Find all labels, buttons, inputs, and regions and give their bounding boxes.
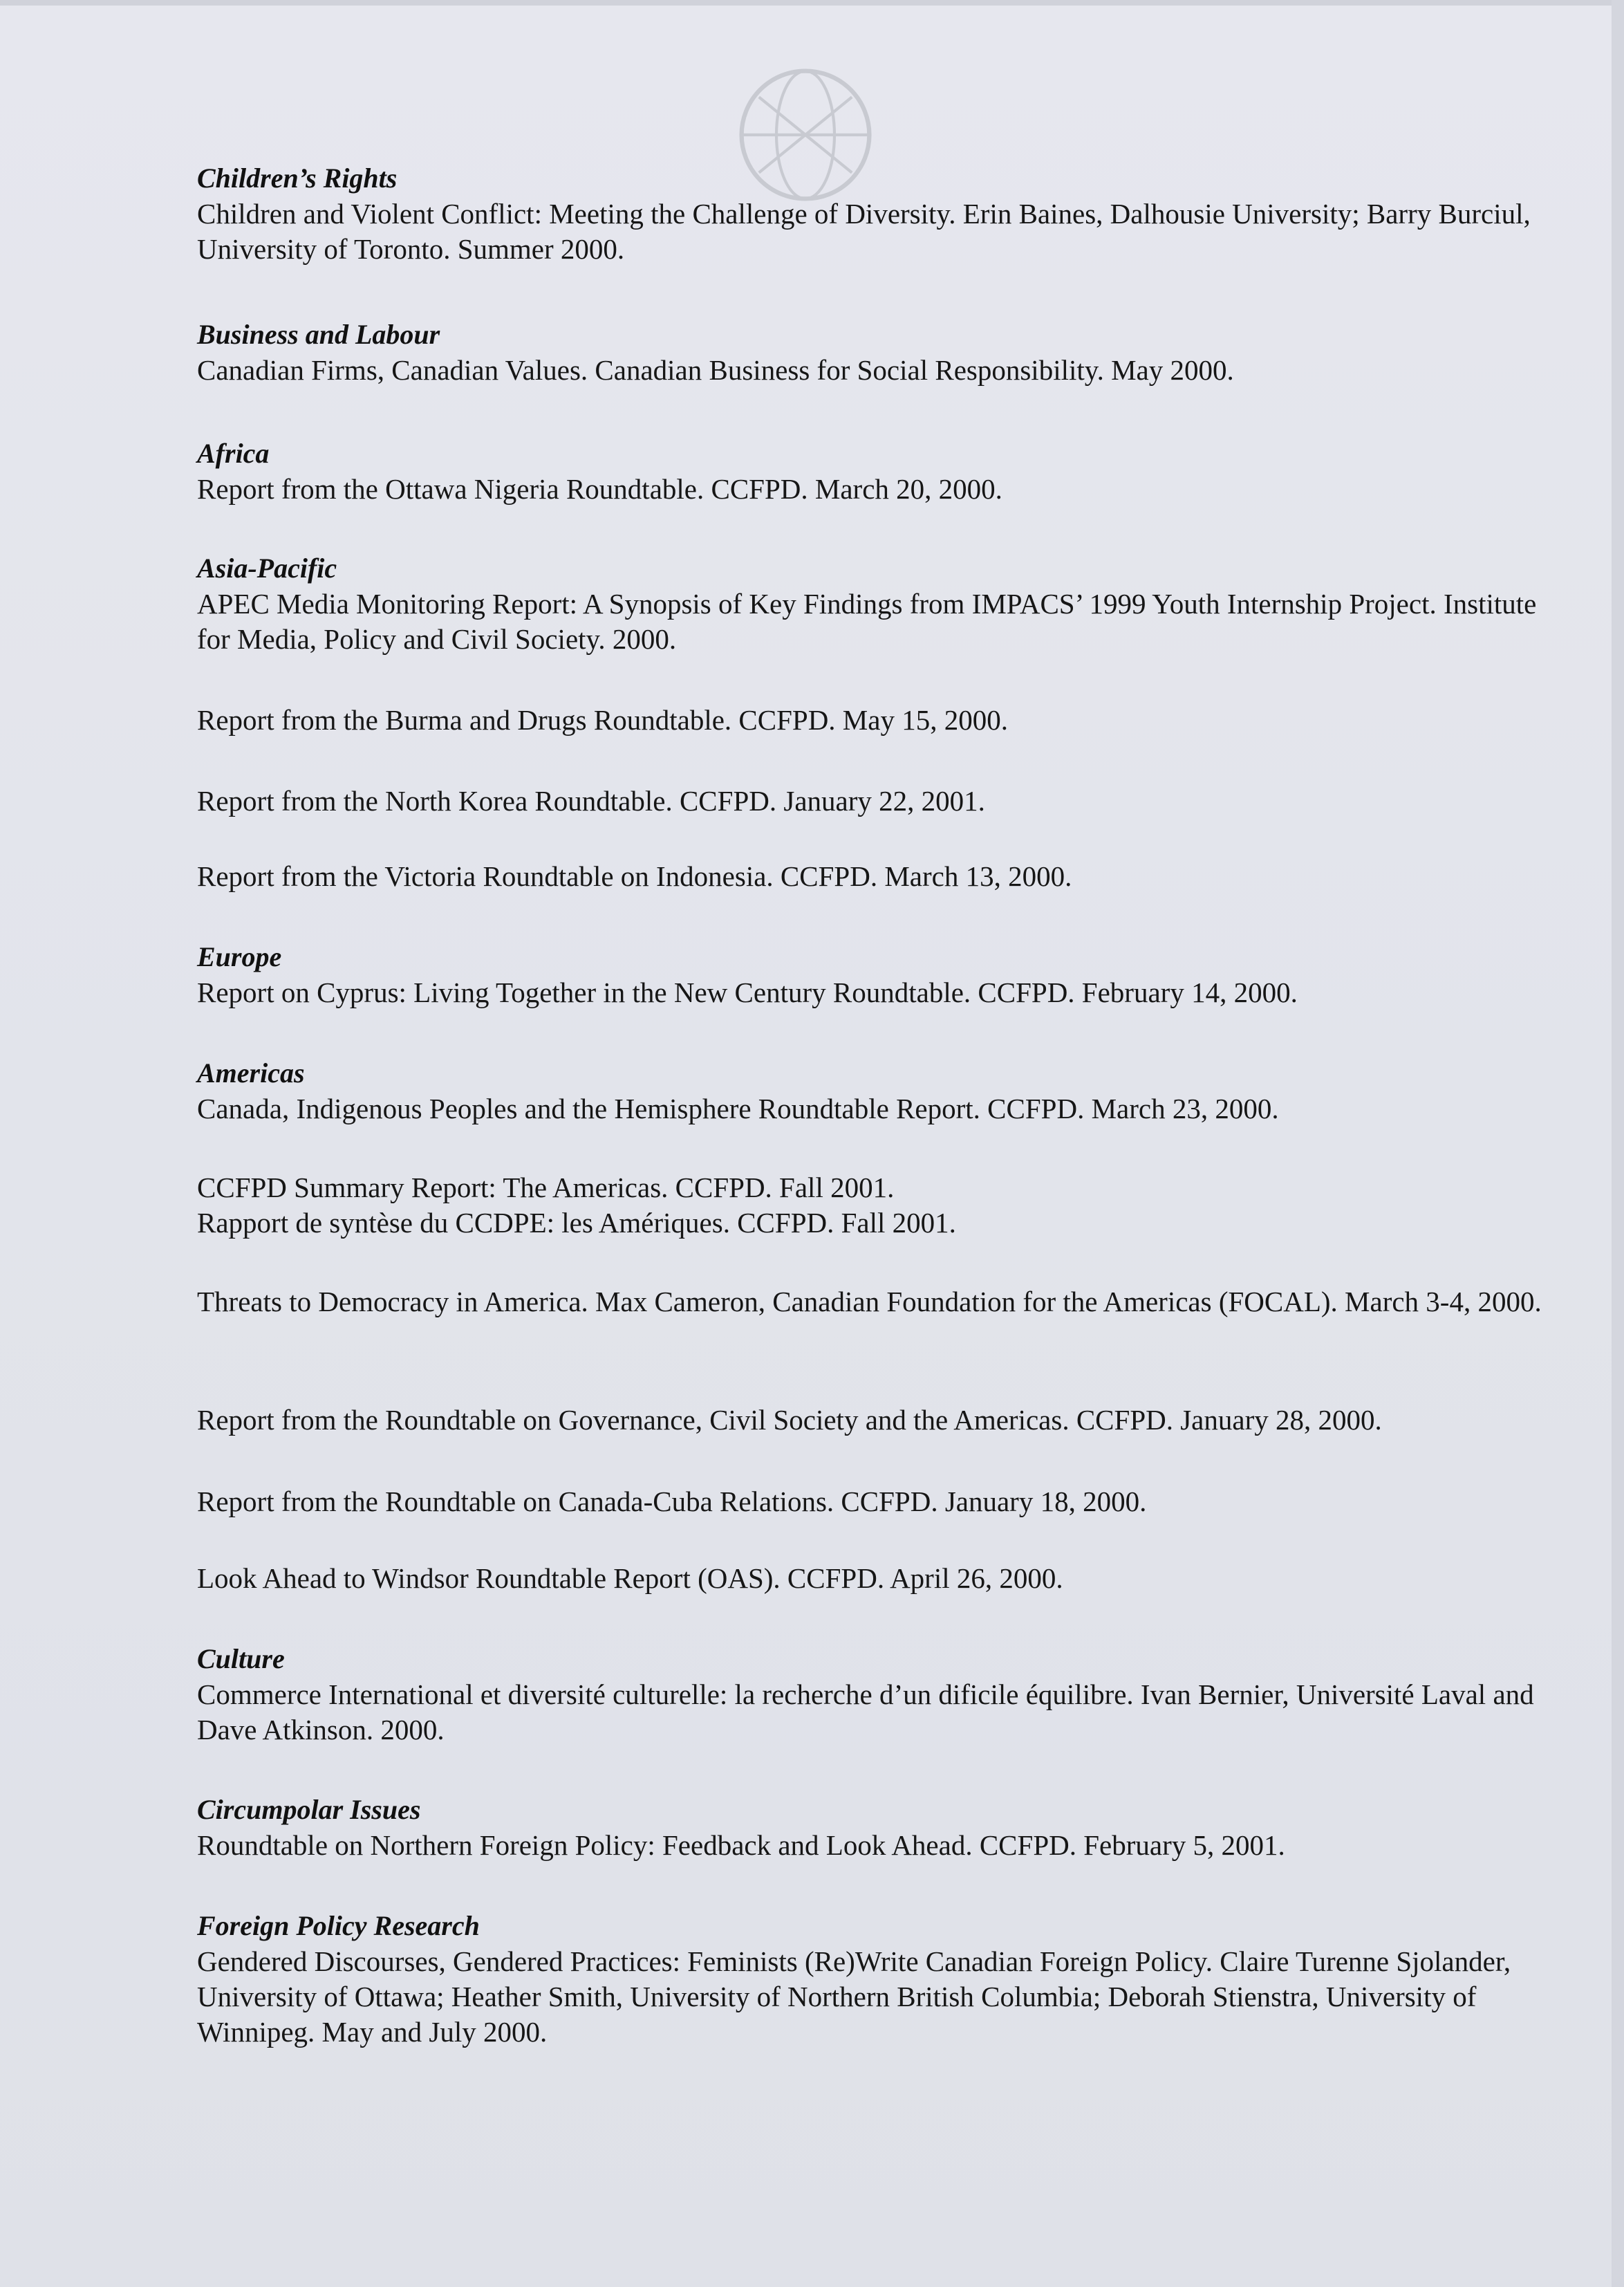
publication-entry: Canadian Firms, Canadian Values. Canadian Business for Social Responsibility. May 2000.: [197, 354, 1234, 386]
page-edge-top: [0, 0, 1624, 6]
publication-entry: CCFPD Summary Report: The Americas. CCFPD. Fall 2001.: [197, 1172, 895, 1203]
americas-entry-7: [197, 1561, 1552, 1596]
section-heading: Circumpolar Issues: [197, 1794, 421, 1825]
publication-entry: Report from the Victoria Roundtable on Indonesia. CCFPD. March 13, 2000.: [197, 860, 1072, 892]
publication-entry: Report on Cyprus: Living Together in the New Century Roundtable. CCFPD. February 14, 2000.: [197, 976, 1298, 1008]
publication-entry: Look Ahead to Windsor Roundtable Report (OAS). CCFPD. April 26, 2000.: [197, 1562, 1063, 1594]
section-foreign-policy-research: [197, 1908, 1552, 2050]
publication-entry: Children and Violent Conflict: Meeting the Challenge of Diversity. Erin Baines, Dalhousie University; Barry Burciul, University of Toronto. Summer 2000.: [197, 198, 1531, 265]
section-heading: Business and Labour: [197, 319, 440, 350]
americas-entry-5: [197, 1402, 1552, 1438]
publication-entry: Gendered Discourses, Gendered Practices: Feminists (Re)Write Canadian Foreign Policy. Claire Turenne Sjolander, University of Ottawa; Heather Smith, University of Northern British Columbia; Deborah Stienstra, University of Winnipeg. May and July 2000.: [197, 1945, 1511, 2048]
section-heading: Asia-Pacific: [197, 553, 337, 584]
section-africa: [197, 436, 1552, 507]
publication-entry: Report from the North Korea Roundtable. CCFPD. January 22, 2001.: [197, 785, 985, 817]
americas-entry-4: [197, 1284, 1552, 1320]
publication-entry: Threats to Democracy in America. Max Cameron, Canadian Foundation for the Americas (FOCAL). March 3-4, 2000.: [197, 1286, 1542, 1317]
section-heading: Americas: [197, 1057, 305, 1089]
section-heading: Africa: [197, 438, 270, 469]
section-childrens-rights: [197, 160, 1552, 267]
publication-entry: Report from the Roundtable on Governance, Civil Society and the Americas. CCFPD. January 28, 2000.: [197, 1404, 1382, 1436]
section-heading: Children’s Rights: [197, 163, 398, 194]
page-edge-right: [1612, 0, 1624, 2287]
section-circumpolar: [197, 1792, 1552, 1863]
section-heading: Europe: [197, 941, 282, 972]
section-heading: Foreign Policy Research: [197, 1910, 480, 1941]
publication-entry: Roundtable on Northern Foreign Policy: Feedback and Look Ahead. CCFPD. February 5, 2001.: [197, 1829, 1285, 1861]
publication-entry: Commerce International et diversité culturelle: la recherche d’un dificile équilibre. Ivan Bernier, Université Laval and Dave Atkinson. 2000.: [197, 1678, 1534, 1746]
section-asia-pacific: [197, 550, 1552, 657]
americas-entry-2: [197, 1170, 1552, 1241]
publication-entry: Report from the Burma and Drugs Roundtable. CCFPD. May 15, 2000.: [197, 704, 1008, 736]
publication-entry: Report from the Roundtable on Canada-Cuba Relations. CCFPD. January 18, 2000.: [197, 1485, 1147, 1517]
asia-pacific-entry-2: [197, 703, 1552, 738]
asia-pacific-entry-4: [197, 859, 1552, 894]
publication-entry: Rapport de syntèse du CCDPE: les Amériques. CCFPD. Fall 2001.: [197, 1207, 956, 1239]
asia-pacific-entry-3: [197, 784, 1552, 819]
section-heading: Culture: [197, 1643, 285, 1674]
publication-entry: Canada, Indigenous Peoples and the Hemisphere Roundtable Report. CCFPD. March 23, 2000.: [197, 1093, 1279, 1124]
section-europe: [197, 939, 1552, 1010]
section-americas: [197, 1055, 1552, 1127]
section-culture: [197, 1641, 1552, 1748]
americas-entry-6: [197, 1484, 1552, 1519]
section-business-labour: [197, 317, 1552, 388]
publication-entry: APEC Media Monitoring Report: A Synopsis of Key Findings from IMPACS’ 1999 Youth Internship Project. Institute for Media, Policy and Civil Society. 2000.: [197, 588, 1537, 655]
publication-entry: Report from the Ottawa Nigeria Roundtable. CCFPD. March 20, 2000.: [197, 473, 1002, 505]
